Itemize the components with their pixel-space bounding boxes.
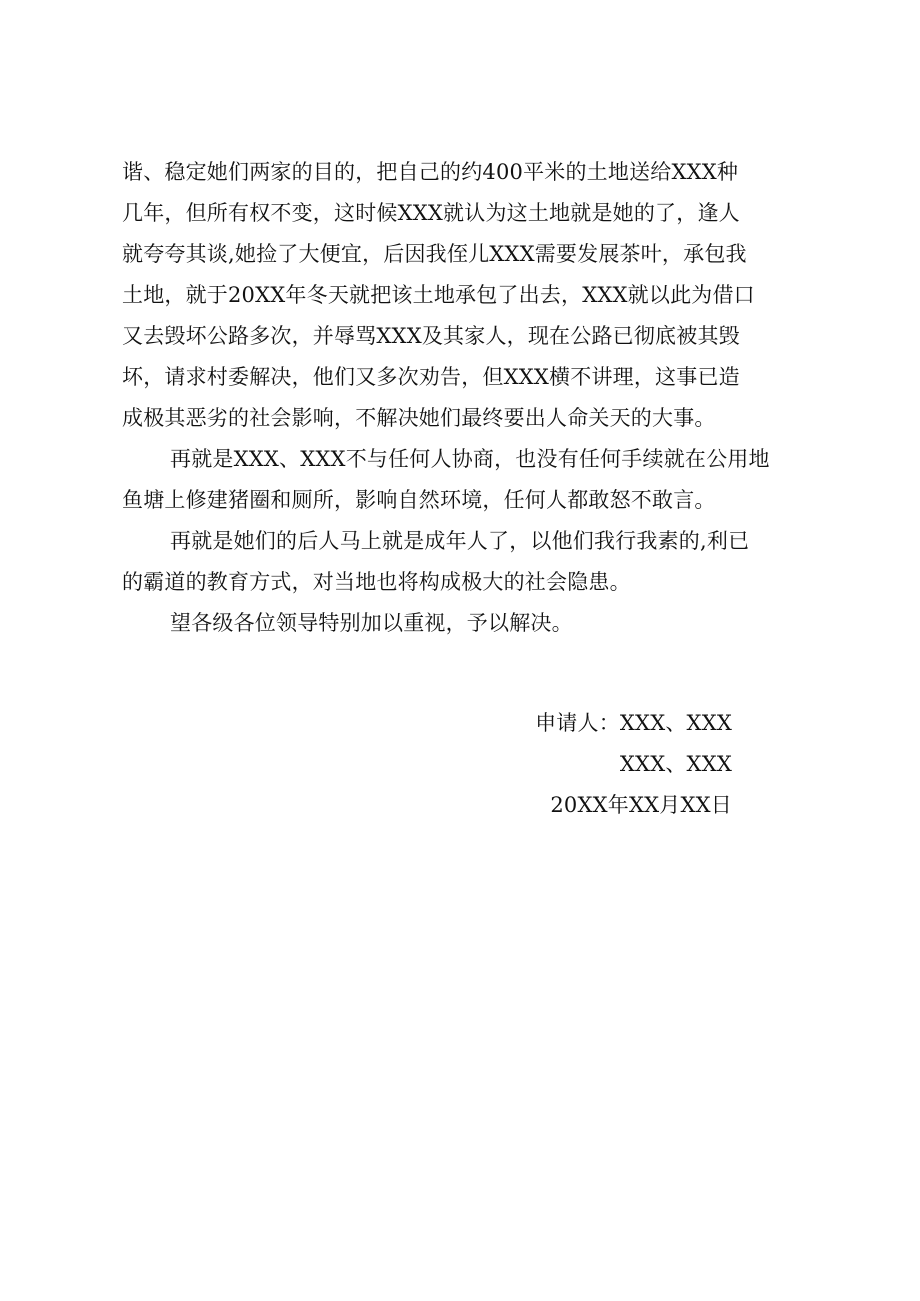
paragraph-start-line: 再就是XXX、XXX不与任何人协商，也没有任何手续就在公用地 <box>170 447 770 471</box>
applicant-continued-line: XXX、XXX <box>619 752 732 776</box>
body-line: 坏，请求村委解决，他们又多次劝告，但XXX横不讲理，这事已造 <box>122 365 740 389</box>
body-line: 几年，但所有权不变，这时候XXX就认为这土地就是她的了，逢人 <box>122 201 740 225</box>
body-line: 就夸夸其谈,她捡了大便宜，后因我侄儿XXX需要发展茶叶，承包我 <box>122 242 747 266</box>
body-line: 土地，就于20XX年冬天就把该土地承包了出去，XXX就以此为借口 <box>122 283 755 307</box>
document-body <box>122 152 822 644</box>
body-line: 的霸道的教育方式，对当地也将构成极大的社会隐患。 <box>122 570 631 594</box>
applicant-line: 申请人：XXX、XXX <box>535 711 732 735</box>
body-line: 成极其恶劣的社会影响，不解决她们最终要出人命关天的大事。 <box>122 406 716 430</box>
body-line: 又去毁坏公路多次，并辱骂XXX及其家人，现在公路已彻底被其毁 <box>122 324 740 348</box>
body-line: 鱼塘上修建猪圈和厕所，影响自然环境，任何人都敢怒不敢言。 <box>122 488 716 512</box>
body-line: 谐、稳定她们两家的目的，把自己的约400平米的土地送给XXX种 <box>122 160 739 184</box>
date-line: 20XX年XX月XX日 <box>550 793 732 817</box>
paragraph-start-line: 望各级各位领导特别加以重视，予以解决。 <box>170 611 573 635</box>
signature-block <box>535 703 732 826</box>
paragraph-start-line: 再就是她们的后人马上就是成年人了，以他们我行我素的,利已 <box>170 529 750 553</box>
